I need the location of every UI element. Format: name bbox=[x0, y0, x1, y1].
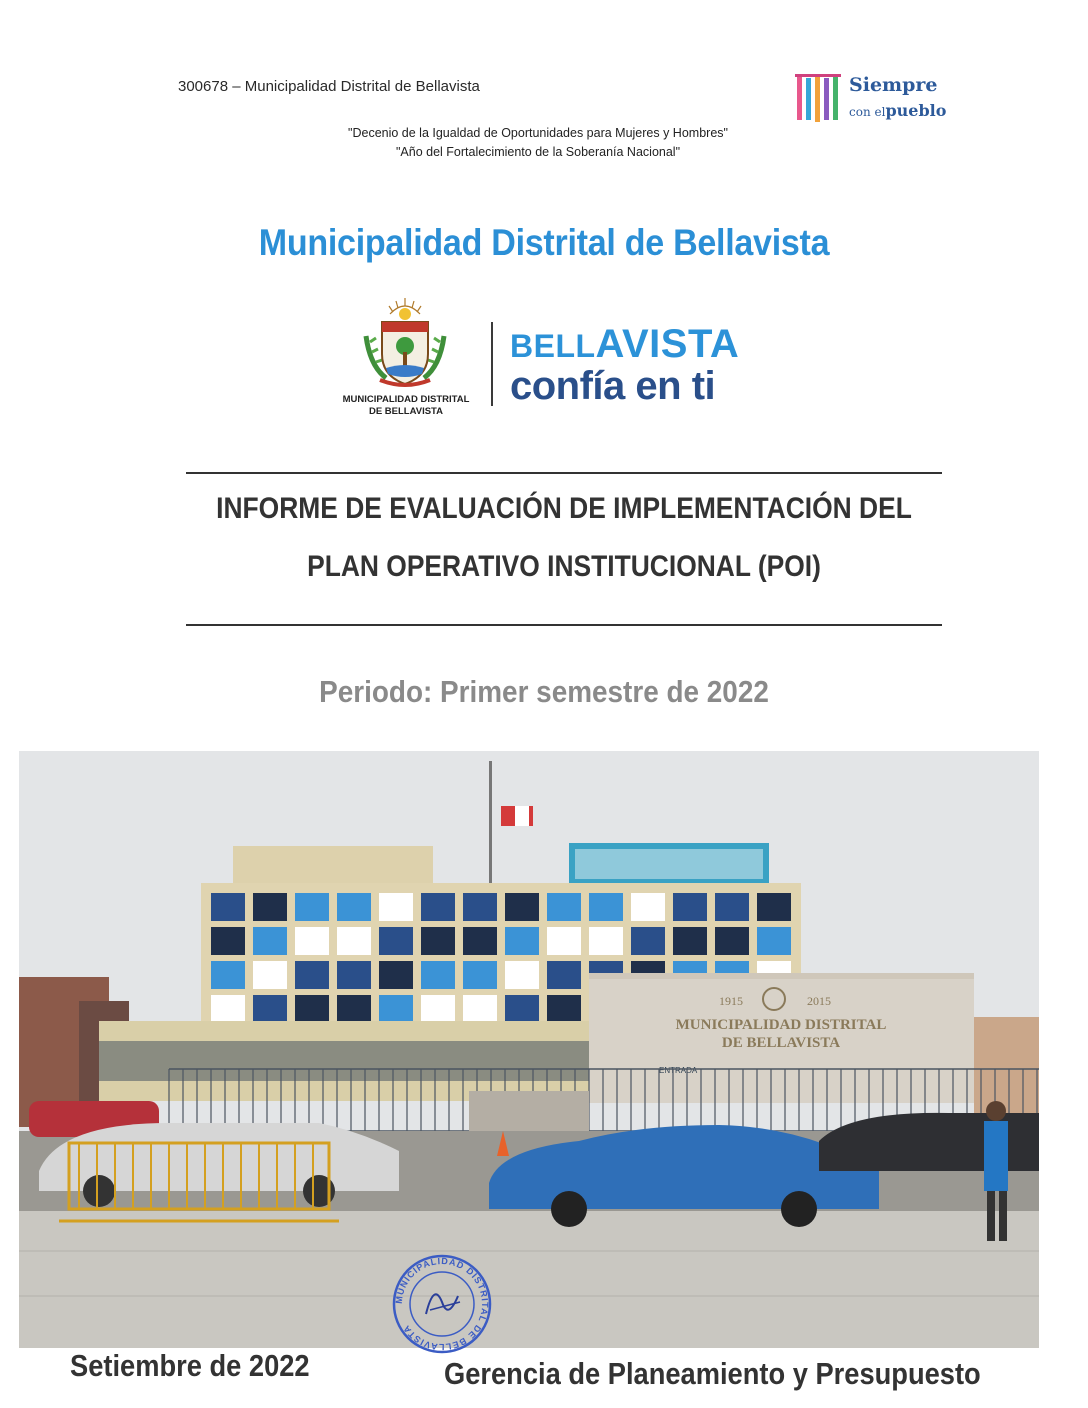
municipal-crest-icon bbox=[360, 296, 450, 390]
title-rule-top bbox=[186, 472, 942, 474]
decenio-slogan: "Decenio de la Igualdad de Oportunidades para Mujeres y Hombres" bbox=[348, 126, 728, 140]
year-slogan: "Año del Fortalecimiento de la Soberanía Nacional" bbox=[395, 145, 681, 159]
issue-date: Setiembre de 2022 bbox=[70, 1348, 310, 1383]
facade-sign-line-1: MUNICIPALIDAD DISTRITAL bbox=[675, 1017, 887, 1033]
title-rule-bottom bbox=[186, 624, 942, 626]
logo-divider bbox=[491, 322, 493, 406]
report-period: Periodo: Primer semestre de 2022 bbox=[319, 674, 769, 709]
municipality-title: Municipalidad Distrital de Bellavista bbox=[258, 222, 830, 263]
entrance-label: ENTRADA bbox=[659, 1066, 698, 1075]
siempre-con-el-pueblo-logo bbox=[795, 70, 955, 126]
municipal-building-photo bbox=[19, 751, 1039, 1348]
seal-ring-text: MUNICIPALIDAD DISTRITAL DE BELLAVISTA bbox=[393, 1255, 491, 1353]
report-title-line-1: INFORME DE EVALUACIÓN DE IMPLEMENTACIÓN DEL bbox=[216, 492, 912, 525]
brand-tagline: confía en ti bbox=[510, 364, 716, 408]
facade-year-right: 2015 bbox=[807, 994, 831, 1008]
building-illustration bbox=[19, 751, 1039, 1348]
facade-year-left: 1915 bbox=[719, 994, 743, 1008]
issuing-office: Gerencia de Planeamiento y Presupuesto bbox=[444, 1356, 981, 1391]
slogan-bars-icon bbox=[795, 72, 843, 124]
crest-caption-line-2: DE BELLAVISTA bbox=[368, 406, 444, 417]
brand-part-1: BELL bbox=[510, 328, 596, 364]
slogan-emphasis: pueblo bbox=[885, 101, 947, 120]
document-code-line: 300678 – Municipalidad Distrital de Bellavista bbox=[178, 78, 480, 95]
crest-caption bbox=[333, 394, 479, 418]
slogan-line-2: con elpueblo bbox=[849, 101, 947, 120]
facade-sign-line-2: DE BELLAVISTA bbox=[721, 1035, 841, 1051]
crest-caption-line-1: MUNICIPALIDAD DISTRITAL bbox=[342, 394, 470, 405]
slogan-line-1: Siempre bbox=[849, 74, 938, 96]
report-title-line-2: PLAN OPERATIVO INSTITUCIONAL (POI) bbox=[307, 550, 821, 583]
municipal-seal-stamp-icon bbox=[390, 1252, 494, 1356]
brand-wordmark bbox=[510, 322, 739, 367]
brand-part-2: AVISTA bbox=[595, 322, 740, 366]
